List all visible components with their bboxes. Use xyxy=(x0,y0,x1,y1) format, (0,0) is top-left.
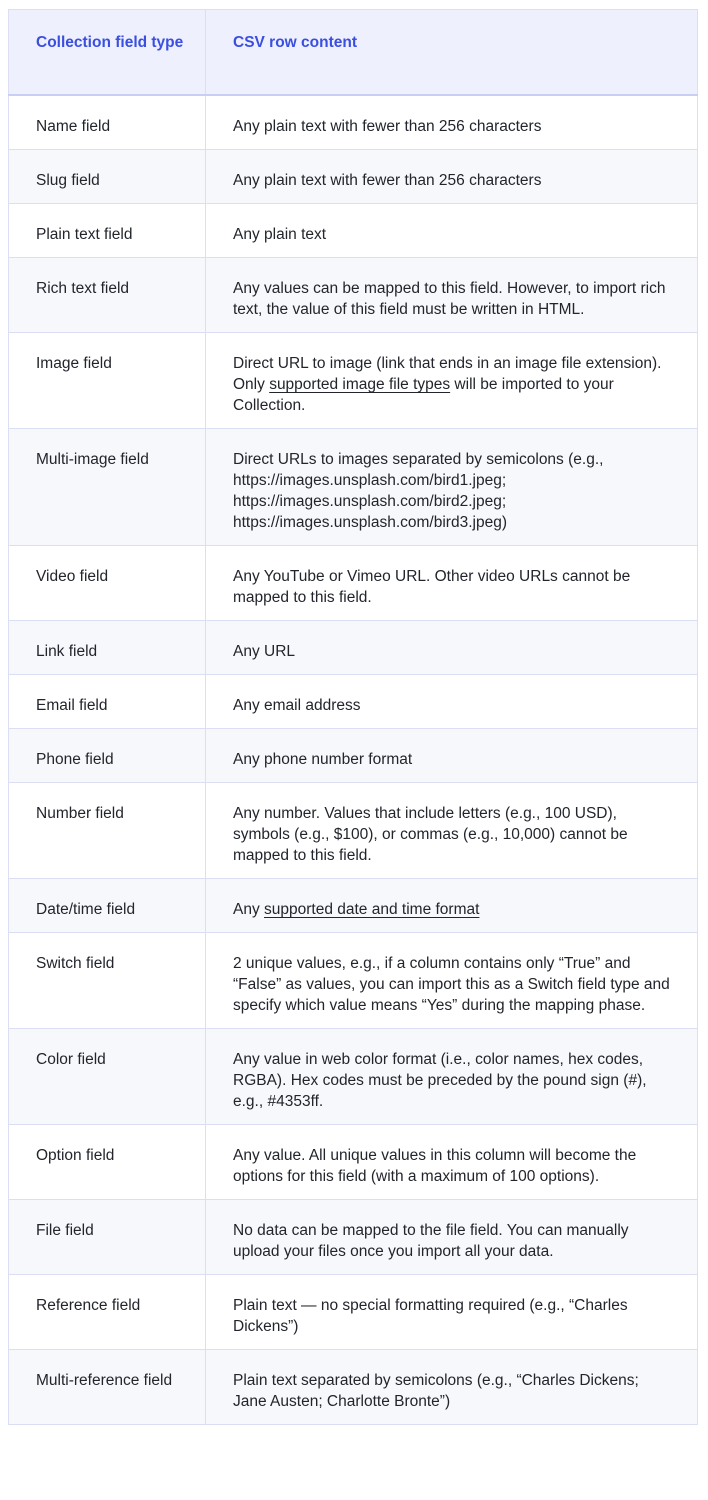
content-text: will be imported to your Collection. xyxy=(233,376,614,414)
csv-content-cell: Any plain text xyxy=(206,204,698,258)
table-row xyxy=(9,1029,698,1125)
field-type-cell: Date/time field xyxy=(9,879,206,933)
csv-content-cell: Plain text separated by semicolons (e.g., “Charles Dickens; Jane Austen; Charlotte Bronte”) xyxy=(206,1350,698,1425)
table-row xyxy=(9,333,698,429)
table-row xyxy=(9,729,698,783)
csv-content-cell: Any URL xyxy=(206,621,698,675)
table-row xyxy=(9,1125,698,1200)
field-type-cell: Multi-reference field xyxy=(9,1350,206,1425)
csv-content-cell: Any phone number format xyxy=(206,729,698,783)
supported-date-time-format-link[interactable]: supported date and time format xyxy=(264,901,480,918)
csv-content-cell: Direct URLs to images separated by semicolons (e.g., https://images.unsplash.com/bird1.jpeg; https://images.unsplash.com/bird2.jpeg; https://images.unsplash.com/bird3.jpeg) xyxy=(206,429,698,546)
table-row xyxy=(9,783,698,879)
csv-content-cell: Any plain text with fewer than 256 characters xyxy=(206,95,698,150)
table-row xyxy=(9,879,698,933)
field-type-cell: Reference field xyxy=(9,1275,206,1350)
column-header-field-type: Collection field type xyxy=(9,10,206,96)
content-text: Any xyxy=(233,901,265,918)
field-type-cell: Plain text field xyxy=(9,204,206,258)
table-row xyxy=(9,429,698,546)
field-type-cell: Color field xyxy=(9,1029,206,1125)
field-type-cell: Email field xyxy=(9,675,206,729)
content-text: Direct URL to image (link that ends in an image file extension). Only xyxy=(233,355,662,393)
field-type-cell: File field xyxy=(9,1200,206,1275)
csv-content-cell: Plain text — no special formatting required (e.g., “Charles Dickens”) xyxy=(206,1275,698,1350)
csv-content-cell: Any values can be mapped to this field. However, to import rich text, the value of this field must be written in HTML. xyxy=(206,258,698,333)
field-type-cell: Switch field xyxy=(9,933,206,1029)
table-header-row xyxy=(9,10,698,96)
field-type-cell: Rich text field xyxy=(9,258,206,333)
field-type-cell: Number field xyxy=(9,783,206,879)
field-type-cell: Slug field xyxy=(9,150,206,204)
csv-content-cell: 2 unique values, e.g., if a column contains only “True” and “False” as values, you can import this as a Switch field type and specify which value means “Yes” during the mapping phase. xyxy=(206,933,698,1029)
table-row xyxy=(9,933,698,1029)
csv-content-cell xyxy=(206,333,698,429)
table-row xyxy=(9,1275,698,1350)
table-row xyxy=(9,546,698,621)
table-row xyxy=(9,95,698,150)
field-type-cell: Video field xyxy=(9,546,206,621)
table-row xyxy=(9,675,698,729)
table-row xyxy=(9,150,698,204)
csv-content-cell: Any email address xyxy=(206,675,698,729)
field-type-cell: Option field xyxy=(9,1125,206,1200)
field-type-cell: Link field xyxy=(9,621,206,675)
csv-content-cell: Any YouTube or Vimeo URL. Other video URLs cannot be mapped to this field. xyxy=(206,546,698,621)
column-header-csv-content: CSV row content xyxy=(206,10,698,96)
csv-content-cell: Any value in web color format (i.e., color names, hex codes, RGBA). Hex codes must be preceded by the pound sign (#), e.g., #4353ff. xyxy=(206,1029,698,1125)
csv-content-cell: Any number. Values that include letters (e.g., 100 USD), symbols (e.g., $100), or commas (e.g., 10,000) cannot be mapped to this field. xyxy=(206,783,698,879)
csv-content-cell: Any value. All unique values in this column will become the options for this field (with a maximum of 100 options). xyxy=(206,1125,698,1200)
table-row xyxy=(9,1200,698,1275)
field-type-cell: Name field xyxy=(9,95,206,150)
table-row xyxy=(9,204,698,258)
field-type-cell: Phone field xyxy=(9,729,206,783)
table-row xyxy=(9,258,698,333)
field-type-table xyxy=(8,9,698,1425)
supported-image-file-types-link[interactable]: supported image file types xyxy=(269,376,451,393)
table-row xyxy=(9,621,698,675)
csv-content-cell: Any plain text with fewer than 256 characters xyxy=(206,150,698,204)
field-type-table-container xyxy=(8,9,697,1425)
csv-content-cell: No data can be mapped to the file field. You can manually upload your files once you import all your data. xyxy=(206,1200,698,1275)
csv-content-cell xyxy=(206,879,698,933)
field-type-cell: Multi-image field xyxy=(9,429,206,546)
field-type-cell: Image field xyxy=(9,333,206,429)
table-row xyxy=(9,1350,698,1425)
